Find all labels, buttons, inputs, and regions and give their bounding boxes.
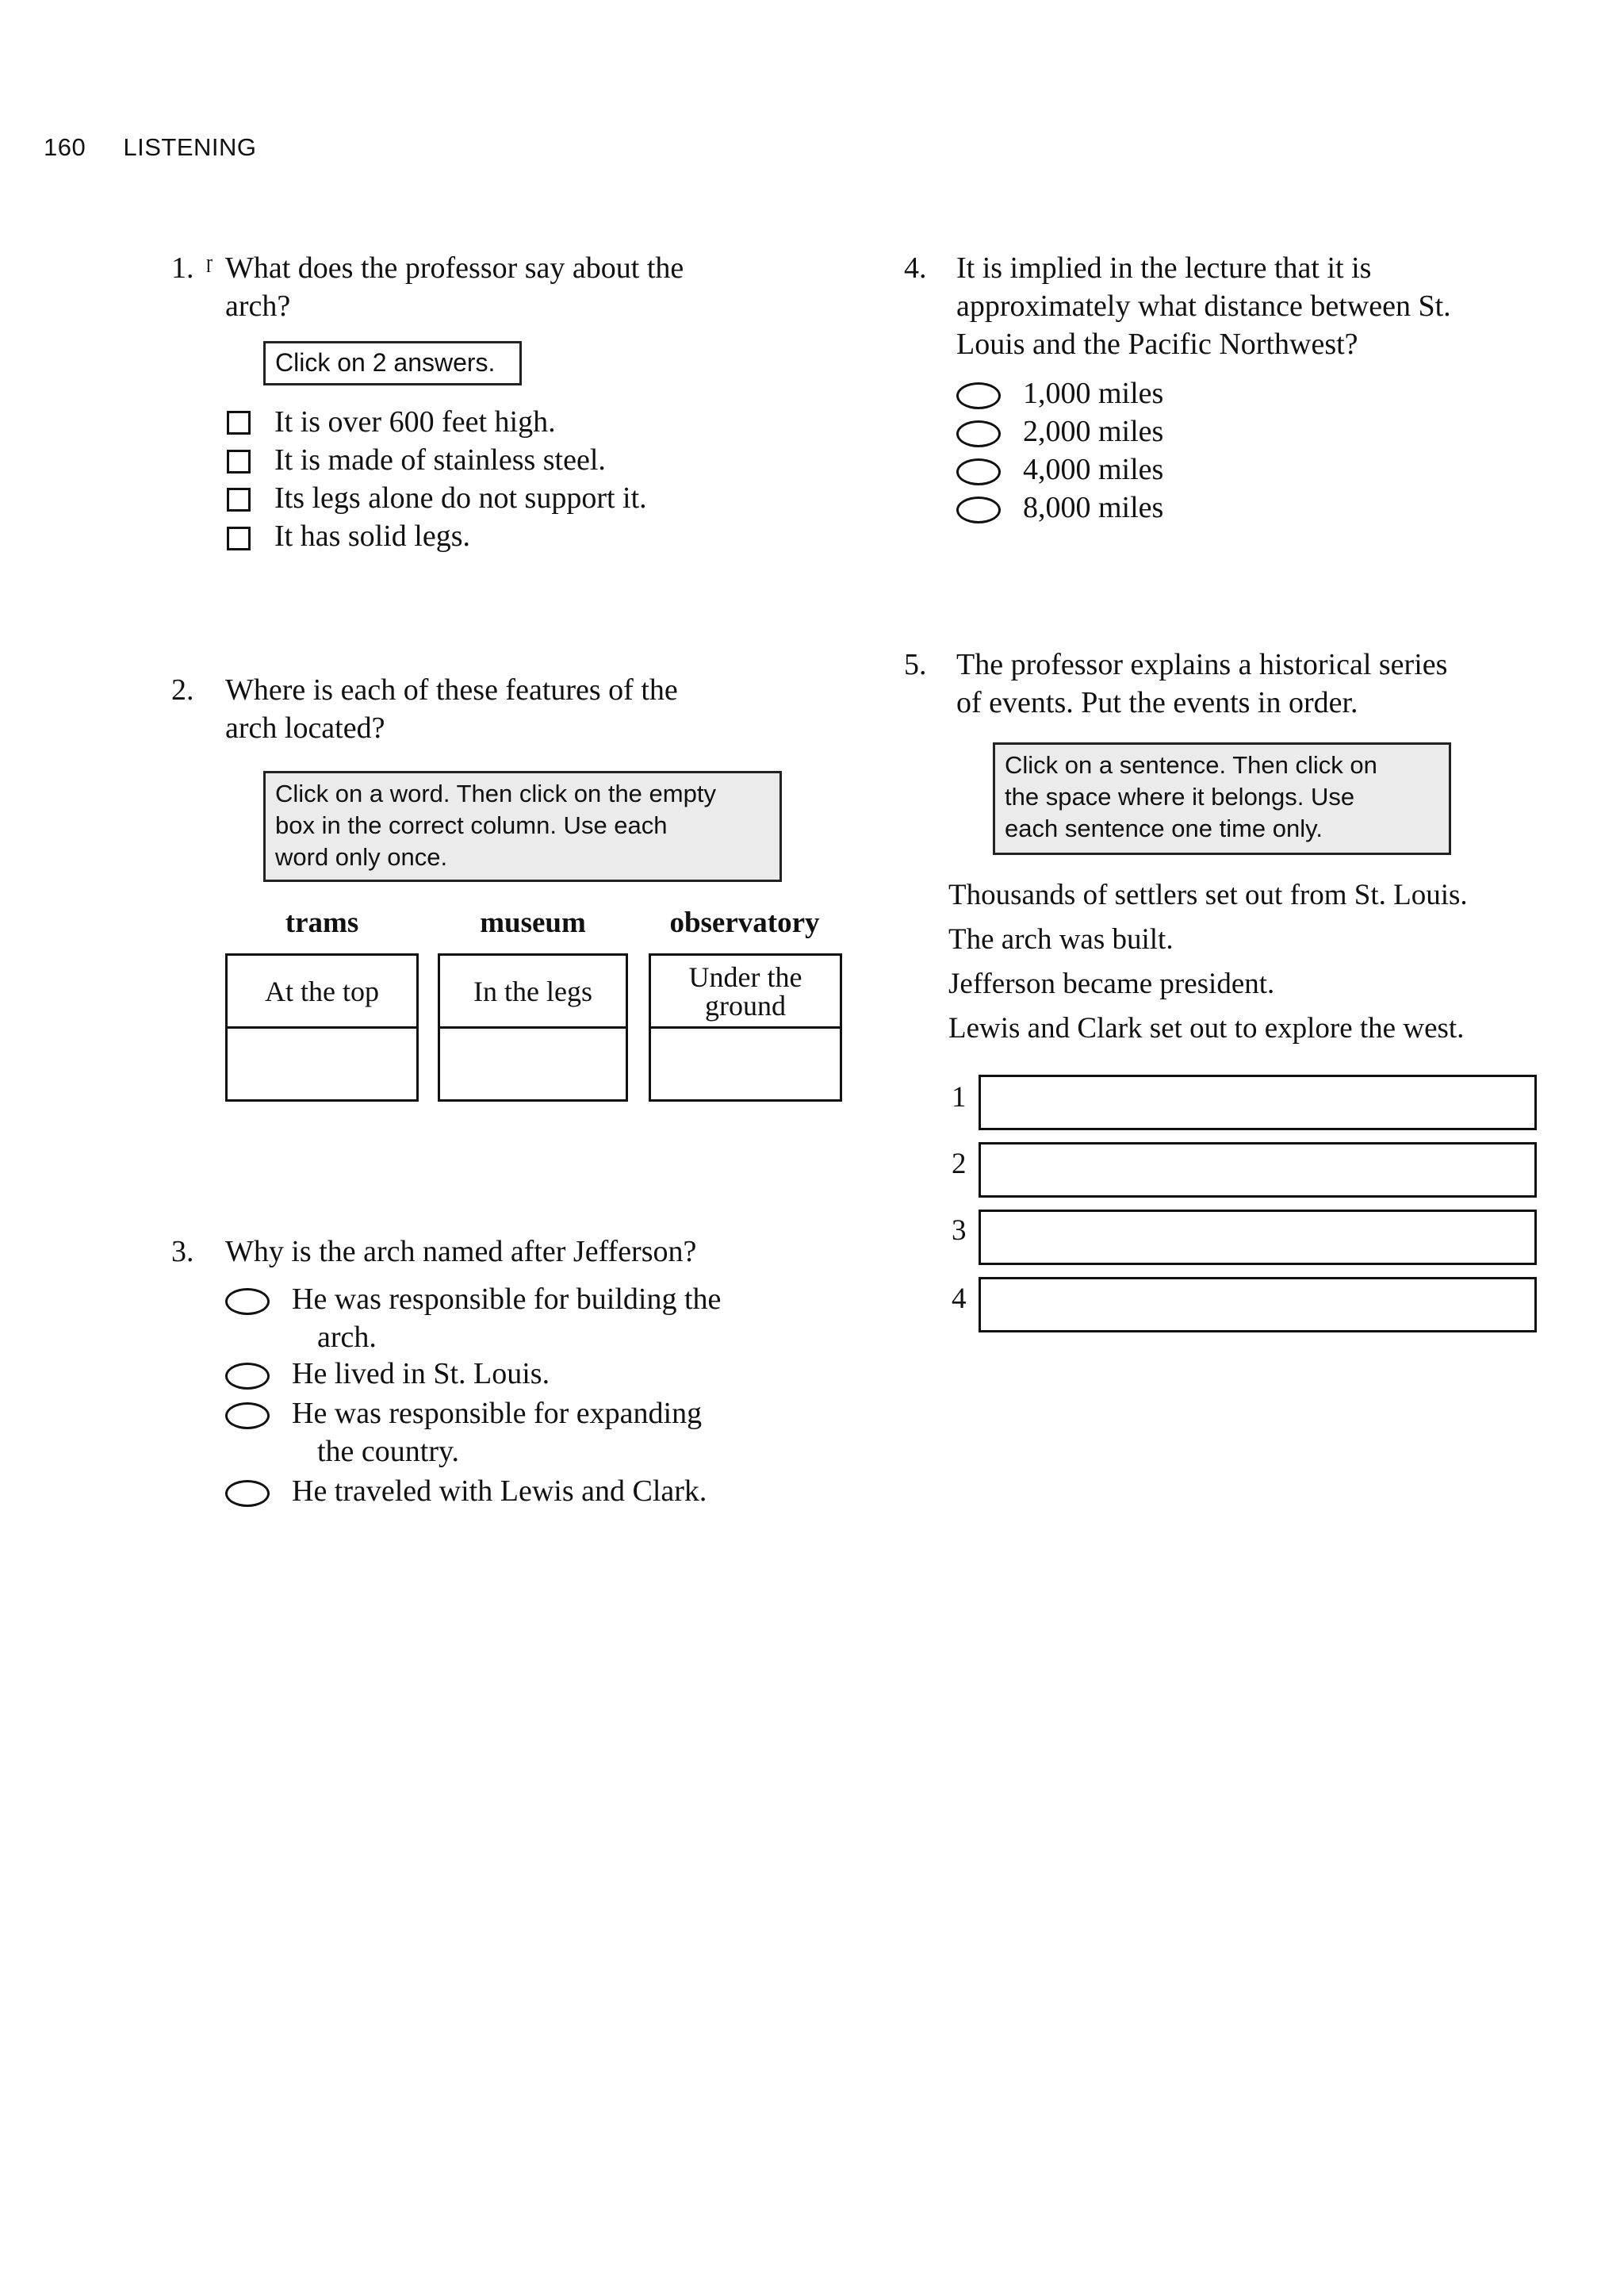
- q5-instruction: Click on a sentence. Then click on the space where it belongs. Use each sentence one time only.: [993, 742, 1451, 855]
- empty-box-col1[interactable]: [225, 1026, 419, 1102]
- q1-checkbox-3[interactable]: [227, 488, 251, 512]
- q4-radio-2[interactable]: [956, 420, 1001, 447]
- cell-at-the-top: At the top: [225, 953, 419, 1029]
- q3-option-3[interactable]: He was responsible for expanding the country.: [292, 1397, 703, 1468]
- q1-option-4[interactable]: It has solid legs.: [274, 520, 470, 553]
- slot-number-4: 4: [952, 1283, 967, 1315]
- event-sentence-4[interactable]: Lewis and Clark set out to explore the west.: [948, 1012, 1465, 1045]
- word-museum[interactable]: museum: [480, 907, 586, 939]
- page-header: [44, 133, 257, 162]
- q1-option-3[interactable]: Its legs alone do not support it.: [274, 481, 647, 515]
- order-slot-1[interactable]: [979, 1075, 1537, 1130]
- empty-box-col2[interactable]: [438, 1026, 628, 1102]
- cell-under-the-ground: Under the ground: [649, 953, 842, 1029]
- q3-radio-1[interactable]: [225, 1288, 270, 1315]
- cell-in-the-legs: In the legs: [438, 953, 628, 1029]
- q3-question: Why is the arch named after Jefferson?: [225, 1235, 697, 1268]
- slot-number-2: 2: [952, 1148, 967, 1180]
- q1-question: What does the professor say about the arch?: [225, 251, 684, 323]
- q3-number: 3.: [171, 1235, 194, 1268]
- q3-radio-4[interactable]: [225, 1480, 270, 1507]
- q3-option-4[interactable]: He traveled with Lewis and Clark.: [292, 1474, 707, 1508]
- page-number: 160: [44, 133, 86, 161]
- q3-option-1[interactable]: He was responsible for building the arch.: [292, 1283, 722, 1354]
- q4-option-2[interactable]: 2,000 miles: [1023, 415, 1164, 448]
- q1-option-1[interactable]: It is over 600 feet high.: [274, 405, 556, 439]
- word-observatory[interactable]: observatory: [669, 907, 820, 939]
- empty-box-col3[interactable]: [649, 1026, 842, 1102]
- slot-number-1: 1: [952, 1081, 967, 1114]
- q3-radio-2[interactable]: [225, 1363, 270, 1390]
- event-sentence-3[interactable]: Jefferson became president.: [948, 968, 1275, 1000]
- q4-number: 4.: [904, 251, 927, 285]
- q4-question: It is implied in the lecture that it is approximately what distance between St. Louis and the Pacific Northwest?: [956, 251, 1451, 361]
- q5-number: 5.: [904, 648, 927, 681]
- q2-instruction: Click on a word. Then click on the empty box in the correct column. Use each word only once.: [263, 771, 782, 882]
- q4-radio-3[interactable]: [956, 458, 1001, 485]
- section-title: LISTENING: [123, 133, 257, 161]
- q1-instruction: Click on 2 answers.: [263, 341, 522, 385]
- q4-option-1[interactable]: 1,000 miles: [1023, 377, 1164, 410]
- order-slot-3[interactable]: [979, 1210, 1537, 1265]
- q4-option-4[interactable]: 8,000 miles: [1023, 491, 1164, 524]
- q1-checkbox-2[interactable]: [227, 450, 251, 474]
- q3-option-2[interactable]: He lived in St. Louis.: [292, 1357, 550, 1390]
- q3-radio-3[interactable]: [225, 1402, 270, 1429]
- q4-option-3[interactable]: 4,000 miles: [1023, 453, 1164, 486]
- q2-number: 2.: [171, 673, 194, 707]
- q1-option-2[interactable]: It is made of stainless steel.: [274, 443, 606, 477]
- q5-question: The professor explains a historical series of events. Put the events in order.: [956, 648, 1448, 719]
- event-sentence-1[interactable]: Thousands of settlers set out from St. Louis.: [948, 879, 1468, 911]
- order-slot-4[interactable]: [979, 1277, 1537, 1332]
- order-slot-2[interactable]: [979, 1142, 1537, 1198]
- q1-checkbox-4[interactable]: [227, 527, 251, 550]
- q4-radio-1[interactable]: [956, 382, 1001, 409]
- q1-checkbox-1[interactable]: [227, 411, 251, 435]
- word-trams[interactable]: trams: [285, 907, 359, 939]
- q4-radio-4[interactable]: [956, 497, 1001, 523]
- event-sentence-2[interactable]: The arch was built.: [948, 923, 1174, 956]
- q1-number: 1.: [171, 251, 194, 285]
- q1-mark: ɼ: [206, 252, 213, 273]
- q2-question: Where is each of these features of the arch located?: [225, 673, 678, 745]
- slot-number-3: 3: [952, 1214, 967, 1247]
